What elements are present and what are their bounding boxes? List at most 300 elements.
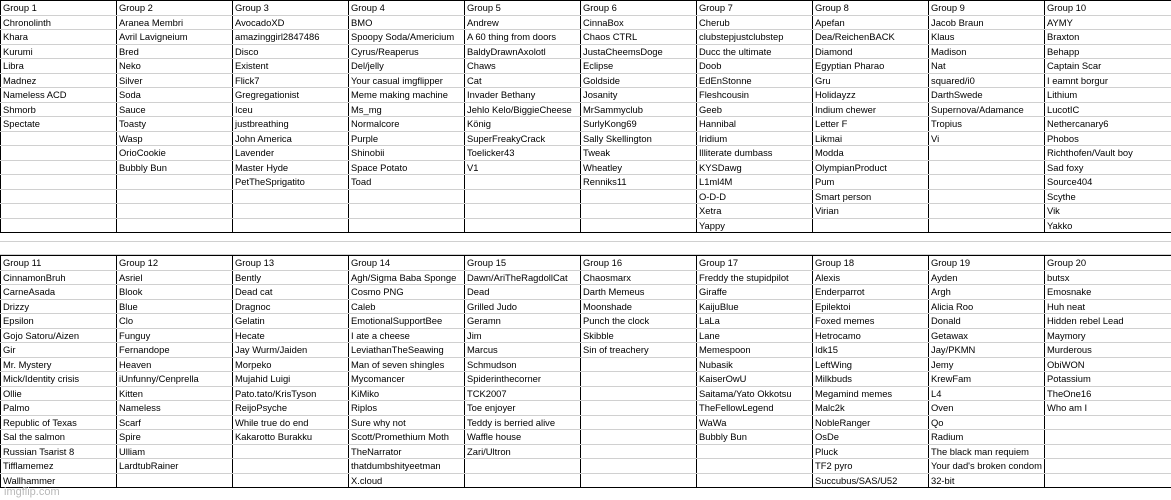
member-cell[interactable]	[929, 146, 1045, 161]
member-cell[interactable]: Jay/PKMN	[929, 343, 1045, 358]
member-cell[interactable]: Jim	[465, 328, 581, 343]
member-cell[interactable]: Purple	[349, 131, 465, 146]
group-header[interactable]: Group 2	[117, 1, 233, 16]
member-cell[interactable]: Captain Scar	[1045, 59, 1171, 74]
member-cell[interactable]: John America	[233, 131, 349, 146]
member-cell[interactable]: Diamond	[813, 44, 929, 59]
member-cell[interactable]	[1, 175, 117, 190]
member-cell[interactable]: TheNarrator	[349, 444, 465, 459]
member-cell[interactable]	[1, 189, 117, 204]
member-cell[interactable]: Invader Bethany	[465, 88, 581, 103]
member-cell[interactable]	[233, 189, 349, 204]
member-cell[interactable]: Kakarotto Burakku	[233, 430, 349, 445]
member-cell[interactable]	[1, 204, 117, 219]
member-cell[interactable]: L1ml4M	[697, 175, 813, 190]
member-cell[interactable]: Moonshade	[581, 299, 697, 314]
member-cell[interactable]: Skibble	[581, 328, 697, 343]
member-cell[interactable]: CinnamonBruh	[1, 270, 117, 285]
member-cell[interactable]: Vi	[929, 131, 1045, 146]
member-cell[interactable]	[233, 444, 349, 459]
member-cell[interactable]: V1	[465, 160, 581, 175]
group-header[interactable]: Group 6	[581, 1, 697, 16]
member-cell[interactable]: Gelatin	[233, 314, 349, 329]
member-cell[interactable]: 32-bit	[929, 473, 1045, 488]
member-cell[interactable]: Madison	[929, 44, 1045, 59]
member-cell[interactable]: Sad foxy	[1045, 160, 1171, 175]
member-cell[interactable]: Del/jelly	[349, 59, 465, 74]
member-cell[interactable]: Behapp	[1045, 44, 1171, 59]
member-cell[interactable]	[929, 175, 1045, 190]
member-cell[interactable]: A 60 thing from doors	[465, 30, 581, 45]
member-cell[interactable]	[117, 473, 233, 488]
member-cell[interactable]: Apefan	[813, 15, 929, 30]
member-cell[interactable]	[581, 189, 697, 204]
member-cell[interactable]: clubstepjustclubstep	[697, 30, 813, 45]
member-cell[interactable]: Neko	[117, 59, 233, 74]
member-cell[interactable]: Kurumi	[1, 44, 117, 59]
member-cell[interactable]	[581, 204, 697, 219]
group-header[interactable]: Group 16	[581, 256, 697, 271]
member-cell[interactable]: Heaven	[117, 357, 233, 372]
member-cell[interactable]: Epilektoi	[813, 299, 929, 314]
member-cell[interactable]: Avril Lavigneium	[117, 30, 233, 45]
member-cell[interactable]: OlympianProduct	[813, 160, 929, 175]
member-cell[interactable]: BaldyDrawnAxolotl	[465, 44, 581, 59]
member-cell[interactable]: Russian Tsarist 8	[1, 444, 117, 459]
member-cell[interactable]: Andrew	[465, 15, 581, 30]
member-cell[interactable]: PetTheSprigatito	[233, 175, 349, 190]
member-cell[interactable]: Likmai	[813, 131, 929, 146]
member-cell[interactable]: Braxton	[1045, 30, 1171, 45]
member-cell[interactable]: CinnaBox	[581, 15, 697, 30]
member-cell[interactable]: Kitten	[117, 386, 233, 401]
member-cell[interactable]: Egyptian Pharao	[813, 59, 929, 74]
member-cell[interactable]: Oven	[929, 401, 1045, 416]
member-cell[interactable]: Jehlo Kelo/BiggieCheese	[465, 102, 581, 117]
member-cell[interactable]	[581, 357, 697, 372]
member-cell[interactable]: Maymory	[1045, 328, 1171, 343]
member-cell[interactable]: L4	[929, 386, 1045, 401]
member-cell[interactable]: Idk15	[813, 343, 929, 358]
member-cell[interactable]: Waffle house	[465, 430, 581, 445]
member-cell[interactable]: Modda	[813, 146, 929, 161]
member-cell[interactable]: Caleb	[349, 299, 465, 314]
member-cell[interactable]: Your casual imgflipper	[349, 73, 465, 88]
member-cell[interactable]: LeftWing	[813, 357, 929, 372]
member-cell[interactable]: Gojo Satoru/Aizen	[1, 328, 117, 343]
member-cell[interactable]	[581, 415, 697, 430]
member-cell[interactable]: Fernandope	[117, 343, 233, 358]
member-cell[interactable]: Nethercanary6	[1045, 117, 1171, 132]
member-cell[interactable]: Mycomancer	[349, 372, 465, 387]
member-cell[interactable]	[233, 459, 349, 474]
member-cell[interactable]: Indium chewer	[813, 102, 929, 117]
member-cell[interactable]	[465, 175, 581, 190]
member-cell[interactable]: Cherub	[697, 15, 813, 30]
member-cell[interactable]: ReijoPsyche	[233, 401, 349, 416]
member-cell[interactable]: Enderparrot	[813, 285, 929, 300]
member-cell[interactable]: Spoopy Soda/Americium	[349, 30, 465, 45]
member-cell[interactable]	[929, 160, 1045, 175]
member-cell[interactable]: KaiserOwU	[697, 372, 813, 387]
member-cell[interactable]: Sure why not	[349, 415, 465, 430]
member-cell[interactable]: X.cloud	[349, 473, 465, 488]
member-cell[interactable]: Existent	[233, 59, 349, 74]
member-cell[interactable]: AvocadoXD	[233, 15, 349, 30]
member-cell[interactable]: Nameless ACD	[1, 88, 117, 103]
member-cell[interactable]: Geeb	[697, 102, 813, 117]
member-cell[interactable]	[117, 189, 233, 204]
member-cell[interactable]	[465, 189, 581, 204]
member-cell[interactable]: Ducc the ultimate	[697, 44, 813, 59]
member-cell[interactable]: Ayden	[929, 270, 1045, 285]
member-cell[interactable]: KaijuBlue	[697, 299, 813, 314]
member-cell[interactable]: Tropius	[929, 117, 1045, 132]
member-cell[interactable]: Meme making machine	[349, 88, 465, 103]
member-cell[interactable]	[581, 473, 697, 488]
member-cell[interactable]: LaLa	[697, 314, 813, 329]
member-cell[interactable]: Mr. Mystery	[1, 357, 117, 372]
member-cell[interactable]: Hecate	[233, 328, 349, 343]
member-cell[interactable]: Goldside	[581, 73, 697, 88]
member-cell[interactable]	[465, 459, 581, 474]
member-cell[interactable]: TheFellowLegend	[697, 401, 813, 416]
member-cell[interactable]: Ms_mg	[349, 102, 465, 117]
member-cell[interactable]: Hidden rebel Lead	[1045, 314, 1171, 329]
member-cell[interactable]	[1045, 430, 1171, 445]
member-cell[interactable]: Bubbly Bun	[697, 430, 813, 445]
member-cell[interactable]: Pluck	[813, 444, 929, 459]
member-cell[interactable]: Spectate	[1, 117, 117, 132]
member-cell[interactable]	[349, 204, 465, 219]
member-cell[interactable]: Scarf	[117, 415, 233, 430]
member-cell[interactable]: Asriel	[117, 270, 233, 285]
member-cell[interactable]: Nameless	[117, 401, 233, 416]
member-cell[interactable]: Bubbly Bun	[117, 160, 233, 175]
member-cell[interactable]: JustaCheemsDoge	[581, 44, 697, 59]
member-cell[interactable]: Silver	[117, 73, 233, 88]
member-cell[interactable]: Eclipse	[581, 59, 697, 74]
member-cell[interactable]: Klaus	[929, 30, 1045, 45]
member-cell[interactable]	[1045, 473, 1171, 488]
member-cell[interactable]: LucotIC	[1045, 102, 1171, 117]
member-cell[interactable]: Phobos	[1045, 131, 1171, 146]
member-cell[interactable]: Dead	[465, 285, 581, 300]
member-cell[interactable]: Scott/Promethium Moth	[349, 430, 465, 445]
group-header[interactable]: Group 15	[465, 256, 581, 271]
member-cell[interactable]: KrewFam	[929, 372, 1045, 387]
member-cell[interactable]: Succubus/SAS/U52	[813, 473, 929, 488]
member-cell[interactable]: Spiderinthecorner	[465, 372, 581, 387]
member-cell[interactable]: Your dad's broken condom	[929, 459, 1045, 474]
member-cell[interactable]: ObiWON	[1045, 357, 1171, 372]
member-cell[interactable]	[581, 444, 697, 459]
group-header[interactable]: Group 8	[813, 1, 929, 16]
member-cell[interactable]: Mick/Identity crisis	[1, 372, 117, 387]
member-cell[interactable]: Josanity	[581, 88, 697, 103]
member-cell[interactable]: Palmo	[1, 401, 117, 416]
member-cell[interactable]: TCK2007	[465, 386, 581, 401]
member-cell[interactable]: Iceu	[233, 102, 349, 117]
member-cell[interactable]: MrSammyclub	[581, 102, 697, 117]
member-cell[interactable]: Bently	[233, 270, 349, 285]
member-cell[interactable]	[1045, 415, 1171, 430]
member-cell[interactable]	[117, 175, 233, 190]
member-cell[interactable]: thatdumbshityeetman	[349, 459, 465, 474]
member-cell[interactable]: Jemy	[929, 357, 1045, 372]
member-cell[interactable]: Man of seven shingles	[349, 357, 465, 372]
member-cell[interactable]: Dawn/AriTheRagdollCat	[465, 270, 581, 285]
member-cell[interactable]: Supernova/Adamance	[929, 102, 1045, 117]
member-cell[interactable]: Space Potato	[349, 160, 465, 175]
member-cell[interactable]: Punch the clock	[581, 314, 697, 329]
member-cell[interactable]: Lithium	[1045, 88, 1171, 103]
group-header[interactable]: Group 20	[1045, 256, 1171, 271]
member-cell[interactable]: Gru	[813, 73, 929, 88]
member-cell[interactable]: Ollie	[1, 386, 117, 401]
member-cell[interactable]	[581, 372, 697, 387]
member-cell[interactable]: Master Hyde	[233, 160, 349, 175]
member-cell[interactable]: Huh neat	[1045, 299, 1171, 314]
member-cell[interactable]	[581, 430, 697, 445]
member-cell[interactable]: OsDe	[813, 430, 929, 445]
group-header[interactable]: Group 10	[1045, 1, 1171, 16]
member-cell[interactable]: butsx	[1045, 270, 1171, 285]
member-cell[interactable]: Gregregationist	[233, 88, 349, 103]
member-cell[interactable]: Lavender	[233, 146, 349, 161]
member-cell[interactable]	[1045, 459, 1171, 474]
member-cell[interactable]: König	[465, 117, 581, 132]
member-cell[interactable]	[581, 401, 697, 416]
member-cell[interactable]: BMO	[349, 15, 465, 30]
member-cell[interactable]: Yakko	[1045, 218, 1171, 233]
member-cell[interactable]: Qo	[929, 415, 1045, 430]
member-cell[interactable]: AYMY	[1045, 15, 1171, 30]
member-cell[interactable]: Foxed memes	[813, 314, 929, 329]
member-cell[interactable]: Freddy the stupidpilot	[697, 270, 813, 285]
member-cell[interactable]: Spire	[117, 430, 233, 445]
member-cell[interactable]: Doob	[697, 59, 813, 74]
member-cell[interactable]: Milkbuds	[813, 372, 929, 387]
member-cell[interactable]: Cat	[465, 73, 581, 88]
group-header[interactable]: Group 19	[929, 256, 1045, 271]
member-cell[interactable]: Pato.tato/KrisTyson	[233, 386, 349, 401]
member-cell[interactable]	[697, 459, 813, 474]
member-cell[interactable]: Xetra	[697, 204, 813, 219]
member-cell[interactable]: Republic of Texas	[1, 415, 117, 430]
member-cell[interactable]: Grilled Judo	[465, 299, 581, 314]
member-cell[interactable]: Mujahid Luigi	[233, 372, 349, 387]
member-cell[interactable]: Chaws	[465, 59, 581, 74]
group-header[interactable]: Group 7	[697, 1, 813, 16]
group-header[interactable]: Group 12	[117, 256, 233, 271]
member-cell[interactable]: Giraffe	[697, 285, 813, 300]
member-cell[interactable]: Dead cat	[233, 285, 349, 300]
member-cell[interactable]	[465, 473, 581, 488]
group-header[interactable]: Group 13	[233, 256, 349, 271]
member-cell[interactable]: Libra	[1, 59, 117, 74]
member-cell[interactable]: SurlyKong69	[581, 117, 697, 132]
member-cell[interactable]: Blue	[117, 299, 233, 314]
group-header[interactable]: Group 4	[349, 1, 465, 16]
member-cell[interactable]: Cosmo PNG	[349, 285, 465, 300]
member-cell[interactable]: EmotionalSupportBee	[349, 314, 465, 329]
group-header[interactable]: Group 9	[929, 1, 1045, 16]
member-cell[interactable]: Megamind memes	[813, 386, 929, 401]
member-cell[interactable]	[1, 160, 117, 175]
member-cell[interactable]: Sauce	[117, 102, 233, 117]
member-cell[interactable]: Smart person	[813, 189, 929, 204]
member-cell[interactable]: LeviathanTheSeawing	[349, 343, 465, 358]
member-cell[interactable]: Bred	[117, 44, 233, 59]
member-cell[interactable]: O-D-D	[697, 189, 813, 204]
member-cell[interactable]: WaWa	[697, 415, 813, 430]
member-cell[interactable]: Richthofen/Vault boy	[1045, 146, 1171, 161]
member-cell[interactable]: Donald	[929, 314, 1045, 329]
member-cell[interactable]: Dragnoc	[233, 299, 349, 314]
member-cell[interactable]: Renniks11	[581, 175, 697, 190]
member-cell[interactable]: Blook	[117, 285, 233, 300]
member-cell[interactable]: While true do end	[233, 415, 349, 430]
member-cell[interactable]: Holidayzz	[813, 88, 929, 103]
member-cell[interactable]: Murderous	[1045, 343, 1171, 358]
member-cell[interactable]: Scythe	[1045, 189, 1171, 204]
member-cell[interactable]: Letter F	[813, 117, 929, 132]
member-cell[interactable]: Riplos	[349, 401, 465, 416]
member-cell[interactable]: EdEnStonne	[697, 73, 813, 88]
member-cell[interactable]: Funguy	[117, 328, 233, 343]
member-cell[interactable]: Shinobii	[349, 146, 465, 161]
member-cell[interactable]: Emosnake	[1045, 285, 1171, 300]
member-cell[interactable]: DarthSwede	[929, 88, 1045, 103]
member-cell[interactable]: Virian	[813, 204, 929, 219]
member-cell[interactable]: Wallhammer	[1, 473, 117, 488]
member-cell[interactable]: Nat	[929, 59, 1045, 74]
member-cell[interactable]: Vik	[1045, 204, 1171, 219]
member-cell[interactable]: OrioCookie	[117, 146, 233, 161]
member-cell[interactable]	[697, 444, 813, 459]
member-cell[interactable]: Cyrus/Reaperus	[349, 44, 465, 59]
member-cell[interactable]: Tifflamemez	[1, 459, 117, 474]
member-cell[interactable]: Radium	[929, 430, 1045, 445]
member-cell[interactable]: Clo	[117, 314, 233, 329]
member-cell[interactable]: Sally Skellington	[581, 131, 697, 146]
group-header[interactable]: Group 17	[697, 256, 813, 271]
member-cell[interactable]	[697, 473, 813, 488]
member-cell[interactable]: Malc2k	[813, 401, 929, 416]
member-cell[interactable]: I ate a cheese	[349, 328, 465, 343]
member-cell[interactable]: Alicia Roo	[929, 299, 1045, 314]
member-cell[interactable]: Iridium	[697, 131, 813, 146]
member-cell[interactable]	[1, 131, 117, 146]
member-cell[interactable]	[929, 204, 1045, 219]
member-cell[interactable]	[1, 146, 117, 161]
member-cell[interactable]: Illiterate dumbass	[697, 146, 813, 161]
member-cell[interactable]	[1045, 444, 1171, 459]
member-cell[interactable]: justbreathing	[233, 117, 349, 132]
member-cell[interactable]	[233, 473, 349, 488]
group-header[interactable]: Group 1	[1, 1, 117, 16]
member-cell[interactable]: Madnez	[1, 73, 117, 88]
group-header[interactable]: Group 11	[1, 256, 117, 271]
member-cell[interactable]: Chaosmarx	[581, 270, 697, 285]
member-cell[interactable]: Saitama/Yato Okkotsu	[697, 386, 813, 401]
member-cell[interactable]	[581, 459, 697, 474]
group-header[interactable]: Group 3	[233, 1, 349, 16]
group-header[interactable]: Group 5	[465, 1, 581, 16]
member-cell[interactable]	[233, 204, 349, 219]
member-cell[interactable]: Gir	[1, 343, 117, 358]
member-cell[interactable]: Memespoon	[697, 343, 813, 358]
member-cell[interactable]: LardtubRainer	[117, 459, 233, 474]
member-cell[interactable]: Khara	[1, 30, 117, 45]
member-cell[interactable]: Ulliam	[117, 444, 233, 459]
member-cell[interactable]: Pum	[813, 175, 929, 190]
member-cell[interactable]: Wheatley	[581, 160, 697, 175]
member-cell[interactable]: Source404	[1045, 175, 1171, 190]
member-cell[interactable]: Dea/ReichenBACK	[813, 30, 929, 45]
member-cell[interactable]: Toad	[349, 175, 465, 190]
member-cell[interactable]: Shmorb	[1, 102, 117, 117]
member-cell[interactable]: Geramn	[465, 314, 581, 329]
member-cell[interactable]: The black man requiem	[929, 444, 1045, 459]
member-cell[interactable]: I eamnt borgur	[1045, 73, 1171, 88]
member-cell[interactable]: amazinggirl2847486	[233, 30, 349, 45]
member-cell[interactable]: Zari/Ultron	[465, 444, 581, 459]
member-cell[interactable]: Yappy	[697, 218, 813, 233]
member-cell[interactable]: Disco	[233, 44, 349, 59]
member-cell[interactable]: Potassium	[1045, 372, 1171, 387]
member-cell[interactable]: Fleshcousin	[697, 88, 813, 103]
member-cell[interactable]: Argh	[929, 285, 1045, 300]
member-cell[interactable]: Soda	[117, 88, 233, 103]
member-cell[interactable]: Marcus	[465, 343, 581, 358]
member-cell[interactable]	[929, 189, 1045, 204]
member-cell[interactable]: Flick7	[233, 73, 349, 88]
member-cell[interactable]: KYSDawg	[697, 160, 813, 175]
member-cell[interactable]: Agh/Sigma Baba Sponge	[349, 270, 465, 285]
member-cell[interactable]: Nubasik	[697, 357, 813, 372]
member-cell[interactable]: Schmudson	[465, 357, 581, 372]
member-cell[interactable]: KiMiko	[349, 386, 465, 401]
member-cell[interactable]	[349, 189, 465, 204]
member-cell[interactable]: Toe enjoyer	[465, 401, 581, 416]
member-cell[interactable]: Darth Memeus	[581, 285, 697, 300]
member-cell[interactable]: CarneAsada	[1, 285, 117, 300]
member-cell[interactable]: SuperFreakyCrack	[465, 131, 581, 146]
member-cell[interactable]: Morpeko	[233, 357, 349, 372]
member-cell[interactable]: Tweak	[581, 146, 697, 161]
member-cell[interactable]: Epsilon	[1, 314, 117, 329]
member-cell[interactable]: Chronolinth	[1, 15, 117, 30]
member-cell[interactable]: Jay Wurm/Jaiden	[233, 343, 349, 358]
member-cell[interactable]	[465, 204, 581, 219]
group-header[interactable]: Group 18	[813, 256, 929, 271]
member-cell[interactable]: TF2 pyro	[813, 459, 929, 474]
member-cell[interactable]: squared/i0	[929, 73, 1045, 88]
member-cell[interactable]: Wasp	[117, 131, 233, 146]
member-cell[interactable]: Hannibal	[697, 117, 813, 132]
member-cell[interactable]: TheOne16	[1045, 386, 1171, 401]
member-cell[interactable]: Teddy is berried alive	[465, 415, 581, 430]
member-cell[interactable]: iUnfunny/Cenprella	[117, 372, 233, 387]
member-cell[interactable]: Normalcore	[349, 117, 465, 132]
member-cell[interactable]: Lane	[697, 328, 813, 343]
member-cell[interactable]: Toasty	[117, 117, 233, 132]
member-cell[interactable]	[117, 204, 233, 219]
group-header[interactable]: Group 14	[349, 256, 465, 271]
member-cell[interactable]: Toelicker43	[465, 146, 581, 161]
